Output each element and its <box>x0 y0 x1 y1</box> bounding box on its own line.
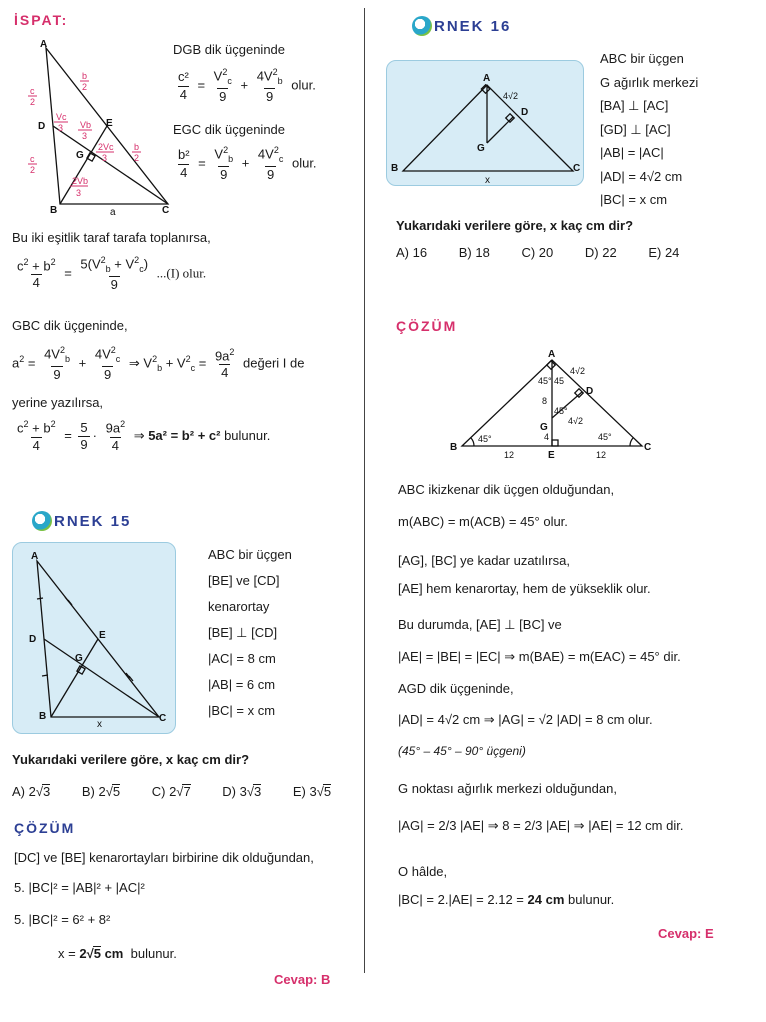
given-item: |AC| = 8 cm <box>208 651 276 666</box>
given-item: [BE] ve [CD] <box>208 573 280 588</box>
cozum16-l12: O hâlde, <box>398 864 448 879</box>
svg-text:x: x <box>97 719 102 730</box>
option-b[interactable]: B) 18 <box>458 245 490 260</box>
fig-label-d: D <box>38 121 46 132</box>
fig-label-g: G <box>76 150 84 161</box>
cozum16-l8: |AD| = 4√2 cm ⇒ |AG| = √2 |AD| = 8 cm olur. <box>398 712 653 727</box>
option-a[interactable]: A) 2√3 <box>12 784 51 799</box>
svg-text:4√2: 4√2 <box>568 416 583 426</box>
svg-text:4√2: 4√2 <box>570 366 585 376</box>
fig-c2-den: 2 <box>30 165 36 175</box>
svg-text:C: C <box>644 442 652 453</box>
cozum16-l2: m(ABC) = m(ACB) = 45° olur. <box>398 514 568 529</box>
ornek15-question: Yukarıdaki verilere göre, x kaç cm dir? <box>12 752 250 767</box>
svg-text:B: B <box>450 442 458 453</box>
cozum16-l13: |BC| = 2.|AE| = 2.12 = 24 cm bulunur. <box>398 892 615 907</box>
svg-text:A: A <box>483 73 491 84</box>
sum-equation: $\frac{c^2 + b^2}{4}$ = $\frac{5(V^2_b + V^2_c)}{9}$ ...(I) olur. <box>17 255 207 292</box>
cozum16-l9: (45° – 45° – 90° üçgeni) <box>398 744 526 758</box>
given-item: [GD] ⊥ [AC] <box>600 121 671 137</box>
fig-c2-num: c <box>30 154 35 164</box>
cozum15-line3: 5. |BC|² = 6² + 8² <box>14 912 111 927</box>
svg-text:8: 8 <box>542 396 548 406</box>
cozum16-triangle-figure <box>448 346 654 464</box>
option-e[interactable]: E) 3√5 <box>292 784 332 799</box>
egc-title: EGC dik üçgeninde <box>173 122 286 137</box>
yerine-text: yerine yazılırsa, <box>12 395 104 410</box>
ornek16-given-list <box>600 47 698 212</box>
fig-label-b: B <box>50 205 58 216</box>
ornek-o-icon <box>412 16 432 36</box>
given-item: kenarortay <box>208 599 270 614</box>
ornek16-question: Yukarıdaki verilere göre, x kaç cm dir? <box>396 218 634 233</box>
fig-b-den: 2 <box>82 82 88 92</box>
fig-2vb-den: 3 <box>76 188 82 198</box>
fig-vb3-den: 3 <box>82 131 88 141</box>
fig-2vc-den: 3 <box>102 153 108 163</box>
fig-b2-den: 2 <box>134 153 140 163</box>
given-item: ABC bir üçgen <box>208 547 292 562</box>
ispat-triangle-figure <box>22 36 180 216</box>
fig-vb3-num: Vb <box>80 120 92 130</box>
cozum16-l4: [AE] hem kenarortay, hem de yükseklik olur. <box>398 581 651 596</box>
svg-text:B: B <box>39 711 47 722</box>
fig-2vc-num: 2Vc <box>98 142 114 152</box>
ispat-title: İSPAT: <box>14 12 69 28</box>
svg-text:D: D <box>586 386 594 397</box>
fig-c-num: c <box>30 86 35 96</box>
svg-text:12: 12 <box>596 450 607 460</box>
given-item: ABC bir üçgen <box>600 51 684 66</box>
cozum16-l5: Bu durumda, [AE] ⊥ [BC] ve <box>398 617 562 632</box>
svg-text:G: G <box>477 143 485 154</box>
ornek15-options <box>12 784 359 799</box>
cozum15-line2: 5. |BC|² = |AB|² + |AC|² <box>14 880 145 895</box>
fig-label-a-side: a <box>110 207 116 216</box>
gbc-title: GBC dik üçgeninde, <box>12 318 128 333</box>
given-item: [BE] ⊥ [CD] <box>208 625 278 640</box>
svg-text:D: D <box>29 634 37 645</box>
svg-text:E: E <box>548 450 555 461</box>
svg-text:4: 4 <box>544 432 550 442</box>
svg-text:A: A <box>548 349 556 360</box>
final-equation: $\frac{c^2 + b^2}{4}$ = $\frac{5}{9}$ · $\frac{9a^2}{4}$ ⇒ 5a² = b² + c² bulunur. <box>17 419 271 453</box>
svg-text:C: C <box>573 163 581 174</box>
given-item: |AB| = 6 cm <box>208 677 276 692</box>
ornek16-title: RNEK 16 <box>412 16 511 36</box>
svg-text:G: G <box>540 422 548 433</box>
ornek-o-icon <box>32 511 52 531</box>
option-b[interactable]: B) 2√5 <box>81 784 121 799</box>
ornek15-triangle-figure <box>13 543 175 733</box>
cozum16-l7: AGD dik üçgeninde, <box>398 681 514 696</box>
fig-c-den: 2 <box>30 97 36 107</box>
ornek15-given-list <box>208 542 292 724</box>
fig-2vb-num: 2Vb <box>72 176 89 186</box>
cozum16-l3: [AG], [BC] ye kadar uzatılırsa, <box>398 553 570 568</box>
svg-text:B: B <box>391 163 399 174</box>
given-item: |AD| = 4√2 cm <box>600 168 683 184</box>
svg-text:45°: 45° <box>538 376 552 386</box>
fig-b-num: b <box>82 71 88 81</box>
given-item: |BC| = x cm <box>208 703 276 718</box>
svg-text:4√2: 4√2 <box>503 91 518 101</box>
fig-label-c: C <box>162 205 170 216</box>
cozum16-answer: Cevap: E <box>658 926 714 941</box>
egc-equation: $\frac{\text{b²}}{4}$ = $\frac{V^2_b}{9}$ + $\frac{4V^2_c}{9}$ olur. <box>178 145 317 182</box>
cozum16-l11: |AG| = 2/3 |AE| ⇒ 8 = 2/3 |AE| ⇒ |AE| = 12 cm dir. <box>398 818 684 833</box>
svg-text:45°: 45° <box>478 434 492 444</box>
svg-text:45°: 45° <box>598 432 612 442</box>
svg-text:D: D <box>521 107 529 118</box>
option-d[interactable]: D) 3√3 <box>222 784 262 799</box>
dgb-title: DGB dik üçgeninde <box>173 42 286 57</box>
column-divider <box>364 8 365 973</box>
svg-text:A: A <box>31 551 39 562</box>
given-item: G ağırlık merkezi <box>600 74 699 90</box>
cozum16-l6: |AE| = |BE| = |EC| ⇒ m(BAE) = m(EAC) = 45° dir. <box>398 649 681 664</box>
cozum15-title: ÇÖZÜM <box>14 820 76 836</box>
option-e[interactable]: E) 24 <box>648 245 680 260</box>
ornek16-options <box>396 245 707 260</box>
fig-vc3-den: 3 <box>58 123 64 133</box>
gbc-equation: $a^2$ = $\frac{4V^2_b}{9}$ + $\frac{4V^2_c}{9}$ ⇒ $V^2_b + V^2_c$ = $\frac{9a^2}{4}$ değeri I de <box>12 345 305 382</box>
given-item: [BA] ⊥ [AC] <box>600 98 669 113</box>
dgb-equation: $\frac{\text{c²}}{4}$ = $\frac{V^2_c}{9}$ + $\frac{4V^2_b}{9}$ olur. <box>178 67 316 104</box>
fig-b2-num: b <box>134 142 140 152</box>
svg-text:G: G <box>75 653 83 664</box>
cozum15-line4: x = 2√5 cm bulunur. <box>58 946 177 961</box>
cozum15-line1: [DC] ve [BE] kenarortayları birbirine dik olduğundan, <box>14 850 314 865</box>
cozum15-answer: Cevap: B <box>274 972 331 987</box>
option-c[interactable]: C) 2√7 <box>151 784 191 799</box>
ornek16-figure-box <box>386 60 584 186</box>
svg-text:45: 45 <box>554 376 565 386</box>
option-d[interactable]: D) 22 <box>584 245 617 260</box>
ornek16-triangle-figure <box>387 61 583 185</box>
fig-label-e: E <box>106 118 113 129</box>
cozum16-l1: ABC ikizkenar dik üçgen olduğundan, <box>398 482 615 497</box>
svg-text:x: x <box>485 175 490 185</box>
sum-text: Bu iki eşitlik taraf tarafa toplanırsa, <box>12 230 211 245</box>
ornek15-title: RNEK 15 <box>32 511 131 531</box>
svg-text:C: C <box>159 713 167 724</box>
svg-text:12: 12 <box>504 450 515 460</box>
fig-label-a: A <box>40 39 48 50</box>
option-a[interactable]: A) 16 <box>396 245 428 260</box>
fig-vc3-num: Vc <box>56 112 67 122</box>
svg-text:E: E <box>99 630 106 641</box>
cozum16-l10: G noktası ağırlık merkezi olduğundan, <box>398 781 617 796</box>
option-c[interactable]: C) 20 <box>521 245 554 260</box>
cozum16-title: ÇÖZÜM <box>396 318 458 334</box>
ornek15-figure-box <box>12 542 176 734</box>
given-item: |BC| = x cm <box>600 192 668 207</box>
svg-text:45°: 45° <box>554 406 568 416</box>
given-item: |AB| = |AC| <box>600 145 664 160</box>
